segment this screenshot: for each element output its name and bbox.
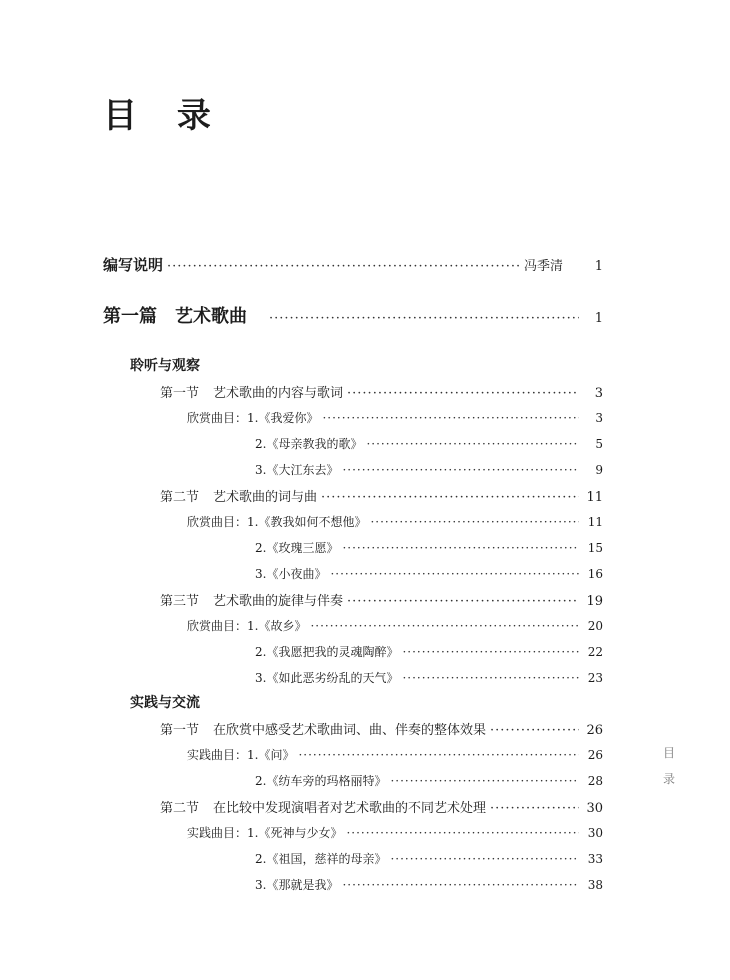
toc-entry-label [255,435,362,452]
piece-category: 实践曲目： [187,826,248,840]
toc-entry-label [255,669,398,686]
toc-entry-page: 1 [594,311,603,326]
toc-entry-page: 30 [587,826,603,840]
leader-dots [321,490,579,505]
toc-entry-page: 5 [595,437,603,451]
piece-title: 3.《那就是我》 [255,878,339,892]
leader-dots [490,801,579,816]
piece-category: 欣赏曲目： [187,619,248,633]
section-title: 艺术歌曲的内容与歌词 [213,386,344,401]
piece-title: 1.《死神与少女》 [247,826,343,840]
side-tab-char: 录 [662,772,675,786]
toc-entry-section[interactable] [160,486,603,505]
leader-dots [342,878,579,892]
piece-title: 3.《大江东去》 [255,463,339,477]
section-title: 艺术歌曲的词与曲 [213,490,318,505]
section-number: 第二节 [160,801,200,816]
toc-entry-page: 22 [587,645,603,659]
toc-entry-piece[interactable] [255,461,603,478]
toc-entry-label [255,850,386,867]
piece-title: 2.《祖国，慈祥的母亲》 [255,852,387,866]
toc-entry-piece[interactable] [255,669,603,686]
toc-entry-page: 11 [586,490,603,505]
side-tab-char: 目 [662,746,675,760]
toc-entry-label [255,876,338,893]
leader-dots [490,723,579,738]
leader-dots [370,515,579,529]
section-number: 第一节 [160,723,200,738]
toc-entry-label: 编写说明 [103,256,164,274]
toc-entry-page: 1 [594,259,603,274]
toc-entry-page: 30 [586,801,603,816]
leader-dots [390,852,579,866]
toc-entry-page: 38 [587,878,603,892]
section-title: 在比较中发现演唱者对艺术歌曲的不同艺术处理 [213,801,487,816]
toc-entry-author: 冯季清 [523,259,563,274]
toc-entry-label [160,719,486,738]
toc-entry-piece[interactable] [255,565,603,582]
toc-entry-label: 第一篇 艺术歌曲 [103,306,247,327]
leader-dots [347,386,579,401]
toc-entry-page: 15 [587,541,603,555]
toc-entry-piece[interactable] [255,435,603,452]
toc-entry-part[interactable] [103,302,603,328]
section-title: 艺术歌曲的旋律与伴奏 [213,594,344,609]
toc-entry-page: 16 [587,567,603,581]
leader-dots [402,671,579,685]
toc-entry-label [160,382,343,401]
leader-dots [346,826,579,840]
piece-title: 2.《纺车旁的玛格丽特》 [255,774,387,788]
toc-entry-label [187,409,318,426]
toc-entry-preface[interactable] [103,254,603,275]
piece-title: 1.《我爱你》 [247,411,319,425]
section-title: 在欣赏中感受艺术歌曲词、曲、伴奏的整体效果 [213,723,487,738]
leader-dots [269,311,579,326]
toc-entry-page: 28 [587,774,603,788]
toc-entry-section[interactable] [160,797,603,816]
leader-dots [330,567,579,581]
toc-entry-piece[interactable] [255,643,603,660]
toc-entry-piece[interactable] [187,746,603,763]
leader-dots [347,594,579,609]
piece-title: 3.《小夜曲》 [255,567,327,581]
piece-title: 3.《如此恶劣纷乱的天气》 [255,671,399,685]
leader-dots [298,748,579,762]
leader-dots [342,541,579,555]
toc-entry-page: 26 [586,723,603,738]
toc-entry-label [160,486,317,505]
piece-title: 2.《玫瑰三愿》 [255,541,339,555]
section-number: 第一节 [160,386,200,401]
toc-entry-label [187,824,342,841]
leader-dots [390,774,579,788]
section-number: 第二节 [160,490,200,505]
leader-dots [402,645,579,659]
toc-entry-label [187,746,294,763]
piece-category: 实践曲目： [187,748,248,762]
toc-entry-label [255,772,386,789]
toc-entry-section[interactable] [160,382,603,401]
side-tab [662,740,676,792]
toc-entry-page: 20 [587,619,603,633]
piece-title: 2.《我愿把我的灵魂陶醉》 [255,645,399,659]
toc-entry-piece[interactable] [187,409,603,426]
piece-title: 1.《故乡》 [247,619,307,633]
leader-dots [366,437,579,451]
toc-entry-piece[interactable] [255,539,603,556]
toc-entry-page: 3 [595,411,603,425]
piece-title: 1.《问》 [247,748,295,762]
toc-entry-label [160,590,343,609]
toc-entry-page: 23 [587,671,603,685]
piece-title: 1.《教我如何不想他》 [247,515,367,529]
section-number: 第三节 [160,594,200,609]
toc-entry-section[interactable] [160,590,603,609]
toc-entry-label [187,617,306,634]
toc-entry-piece[interactable] [255,876,603,893]
leader-dots [322,411,579,425]
leader-dots [310,619,579,633]
page-title: 目 录 [103,96,225,136]
toc-entry-label [187,513,366,530]
toc-entry-piece[interactable] [187,824,603,841]
toc-entry-page: 3 [594,386,603,401]
toc-entry-page: 26 [587,748,603,762]
toc-entry-piece[interactable] [255,850,603,867]
toc-entry-piece[interactable] [187,617,603,634]
toc-entry-piece[interactable] [187,513,603,530]
toc-entry-label [255,461,338,478]
toc-entry-page: 11 [587,515,603,529]
toc-entry-section[interactable] [160,719,603,738]
toc-unit-heading: 聆听与观察 [130,358,200,374]
toc-entry-page: 19 [586,594,603,609]
toc-entry-label [160,797,486,816]
toc-entry-page: 33 [587,852,603,866]
leader-dots [342,463,579,477]
toc-entry-label [255,643,398,660]
toc-entry-label [255,539,338,556]
leader-dots [167,259,520,274]
toc-entry-label [255,565,326,582]
toc-entry-piece[interactable] [255,772,603,789]
piece-title: 2.《母亲教我的歌》 [255,437,363,451]
toc-unit-heading: 实践与交流 [130,695,200,711]
piece-category: 欣赏曲目： [187,411,248,425]
toc-entry-page: 9 [595,463,603,477]
piece-category: 欣赏曲目： [187,515,248,529]
